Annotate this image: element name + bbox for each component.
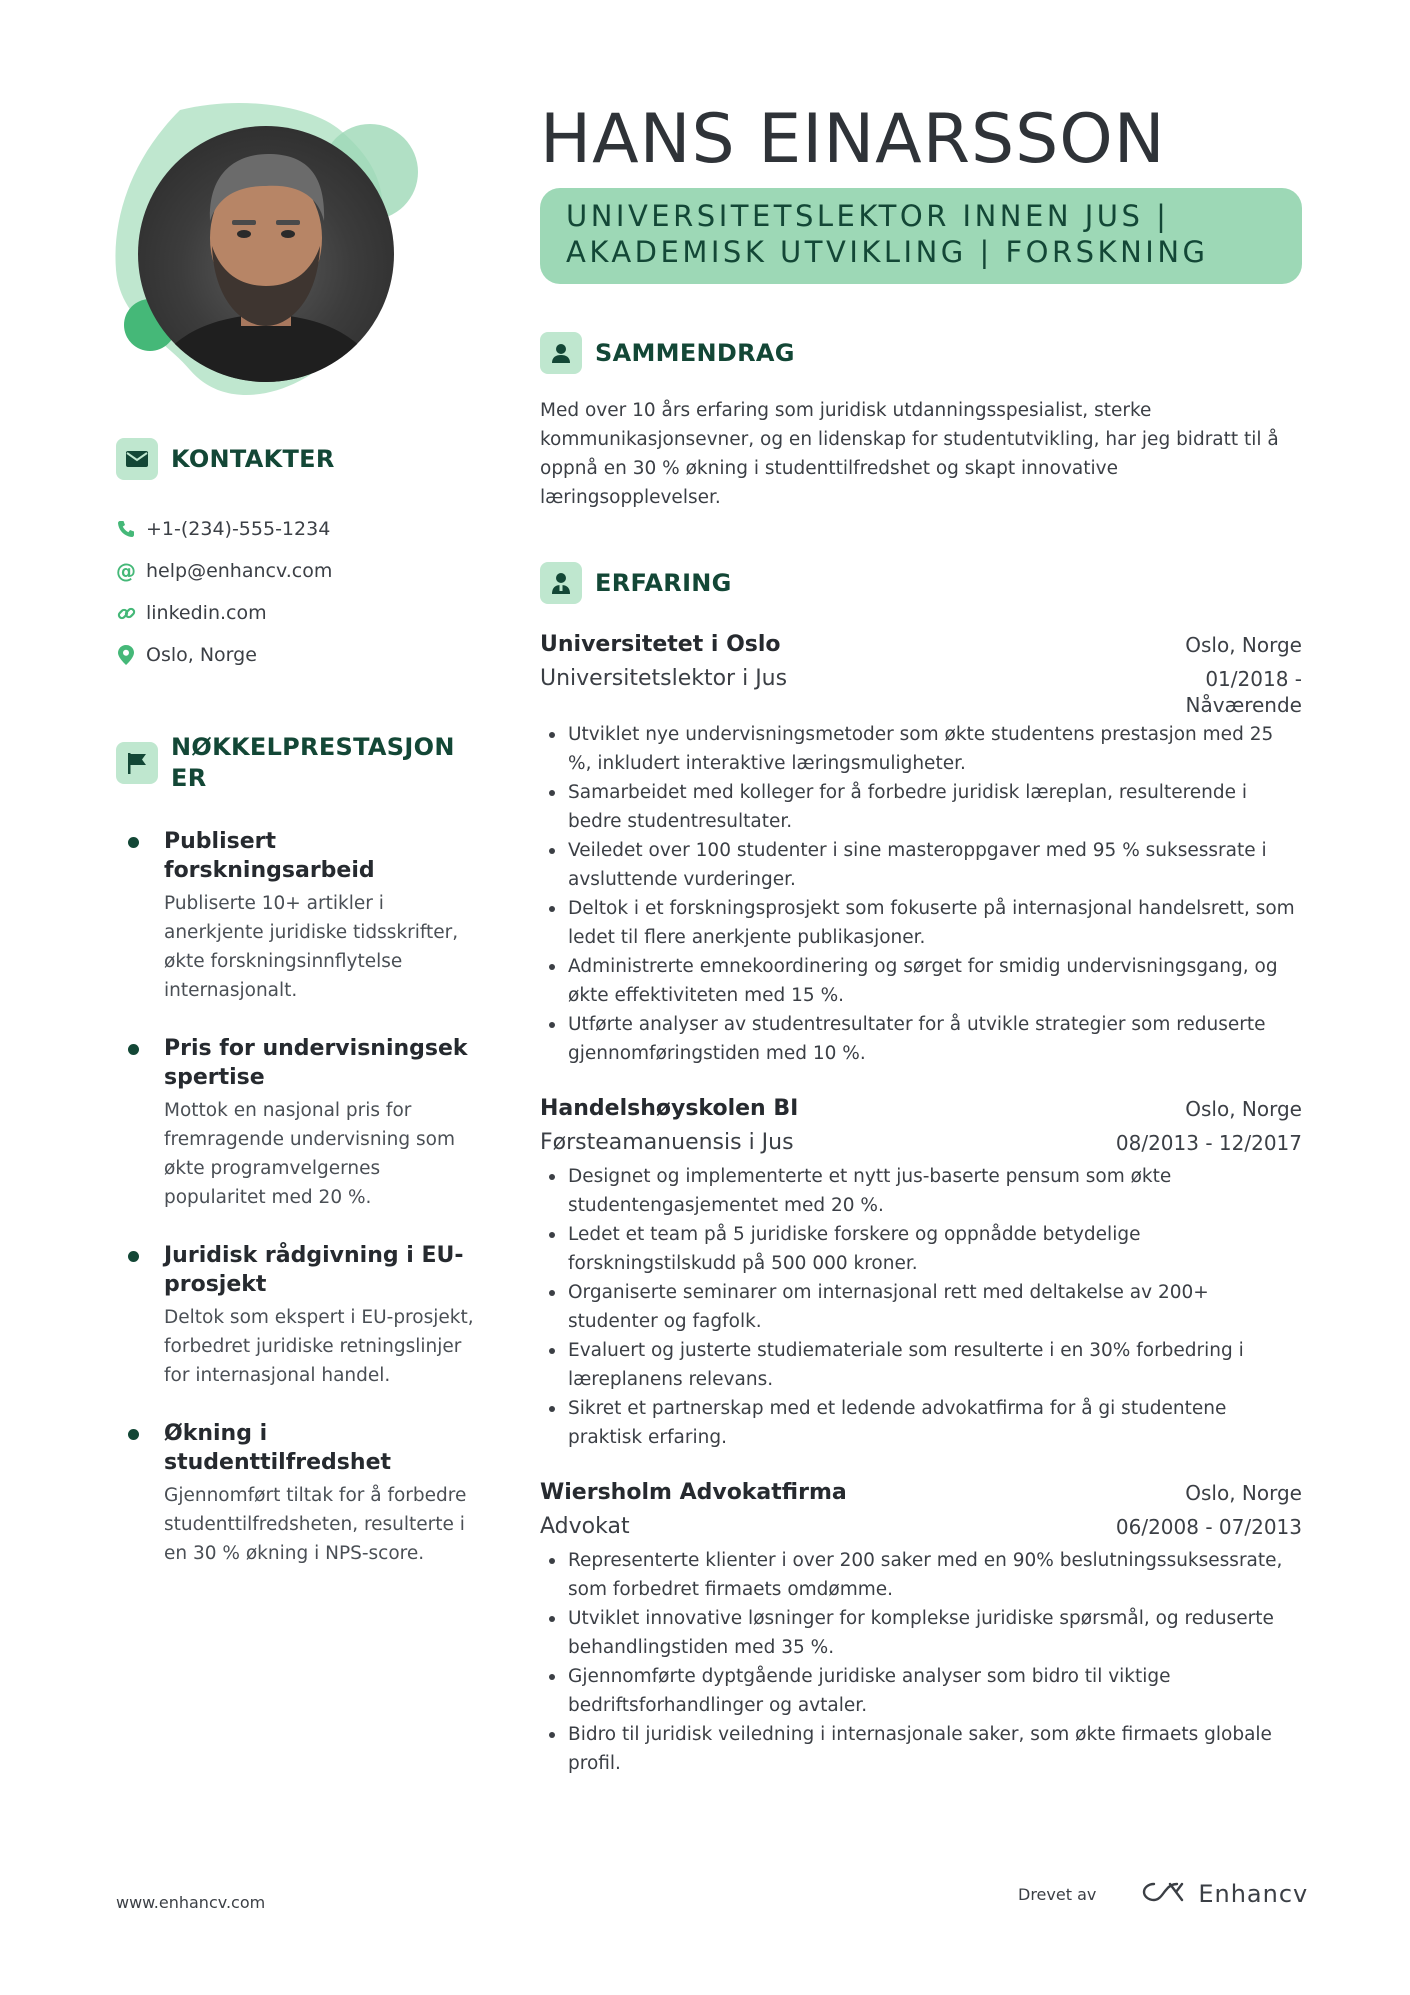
contacts-title: KONTAKTER bbox=[171, 444, 335, 473]
job-company: Handelshøyskolen BI bbox=[540, 1096, 799, 1121]
job-entry bbox=[540, 1476, 1302, 1778]
job-role: Førsteamanuensis i Jus bbox=[540, 1130, 794, 1155]
achievement-title: Publisert forskningsarbeid bbox=[164, 829, 375, 883]
summary-title: SAMMENDRAG bbox=[595, 338, 795, 367]
summary-text: Med over 10 års erfaring som juridisk utdanningsspesialist, sterke kommunikasjonsevner, og en lidenskap for studentutvikling, har jeg bidratt til å oppnå en 30 % økning i studenttilfredshet og skapt innovative læringsopplevelser. bbox=[540, 400, 1279, 508]
achievement-desc: Publiserte 10+ artikler i anerkjente juridiske tidsskrifter, økte forskningsinnflytelse internasjonalt. bbox=[164, 893, 459, 1001]
job-bullet: Bidro til juridisk veiledning i internasjonale saker, som økte firmaets globale profil. bbox=[540, 1720, 1302, 1778]
job-location: Oslo, Norge bbox=[1185, 1097, 1302, 1121]
job-bullets bbox=[540, 720, 1302, 1068]
bullet-dot bbox=[128, 837, 139, 848]
left-column bbox=[116, 438, 476, 1597]
headline-line-1: UNIVERSITETSLEKTOR INNEN JUS | bbox=[566, 199, 1170, 233]
job-bullet: Utviklet nye undervisningsmetoder som økte studentens prestasjon med 25 %, inkludert interaktive læringsmuligheter. bbox=[540, 720, 1302, 778]
contact-list bbox=[116, 508, 476, 676]
job-bullet: Veiledet over 100 studenter i sine masteroppgaver med 95 % suksessrate i avsluttende vurderinger. bbox=[540, 836, 1302, 894]
contact-location-text: Oslo, Norge bbox=[146, 644, 257, 666]
candidate-name: HANS EINARSSON bbox=[540, 100, 1166, 179]
headline-banner bbox=[540, 188, 1302, 284]
achievement-title: Juridisk rådgivning i EU-prosjekt bbox=[164, 1243, 464, 1297]
achievement-item bbox=[116, 827, 476, 1005]
contact-linkedin[interactable] bbox=[116, 592, 476, 634]
achievements-title: NØKKELPRESTASJONER bbox=[171, 733, 455, 792]
achievement-item bbox=[116, 1419, 476, 1568]
headline-line-2: AKADEMISK UTVIKLING | FORSKNING bbox=[566, 235, 1209, 269]
contact-phone[interactable] bbox=[116, 508, 476, 550]
link-icon bbox=[116, 603, 136, 623]
envelope-icon bbox=[116, 438, 158, 480]
location-pin-icon bbox=[116, 645, 136, 665]
experience-title: ERFARING bbox=[595, 568, 732, 597]
job-role: Universitetslektor i Jus bbox=[540, 666, 788, 691]
job-entry bbox=[540, 1092, 1302, 1452]
contact-email-text: help@enhancv.com bbox=[146, 560, 333, 582]
bullet-dot bbox=[128, 1044, 139, 1055]
profile-photo-area bbox=[110, 100, 430, 410]
achievement-title: Økning i studenttilfredshet bbox=[164, 1421, 392, 1475]
experience-section-header bbox=[540, 562, 1302, 604]
contact-email[interactable] bbox=[116, 550, 476, 592]
job-bullet: Sikret et partnerskap med et ledende advokatfirma for å gi studentene praktisk erfaring. bbox=[540, 1394, 1302, 1452]
job-company: Wiersholm Advokatfirma bbox=[540, 1480, 847, 1505]
at-icon: @ bbox=[116, 559, 136, 583]
job-bullet: Evaluert og justerte studiemateriale som resulterte i en 30% forbedring i læreplanens relevans. bbox=[540, 1336, 1302, 1394]
brand-name: Enhancv bbox=[1198, 1880, 1309, 1908]
job-bullet: Utviklet innovative løsninger for komplekse juridiske spørsmål, og reduserte behandlingstiden med 35 %. bbox=[540, 1604, 1302, 1662]
job-bullet: Representerte klienter i over 200 saker med en 90% beslutningssuksessrate, som forbedret firmaets omdømme. bbox=[540, 1546, 1302, 1604]
contacts-section-header bbox=[116, 438, 476, 480]
avatar bbox=[138, 126, 394, 382]
powered-by-label: Drevet av bbox=[1018, 1884, 1097, 1904]
summary-section-header bbox=[540, 332, 1302, 374]
job-bullet: Utførte analyser av studentresultater for å utvikle strategier som reduserte gjennomføringstiden med 10 %. bbox=[540, 1010, 1302, 1068]
achievement-desc: Mottok en nasjonal pris for fremragende undervisning som økte programvelgernes popularitet med 20 %. bbox=[164, 1100, 456, 1208]
user-icon bbox=[540, 332, 582, 374]
achievement-item bbox=[116, 1034, 476, 1212]
job-bullet: Deltok i et forskningsprosjekt som fokuserte på internasjonal handelsrett, som ledet til flere anerkjente publikasjoner. bbox=[540, 894, 1302, 952]
job-bullet: Organiserte seminarer om internasjonal rett med deltakelse av 200+ studenter og fagfolk. bbox=[540, 1278, 1302, 1336]
achievement-desc: Gjennomført tiltak for å forbedre studenttilfredsheten, resulterte i en 30 % økning i NPS-score. bbox=[164, 1485, 467, 1564]
job-bullets bbox=[540, 1162, 1302, 1452]
achievement-desc: Deltok som ekspert i EU-prosjekt, forbedret juridiske retningslinjer for internasjonal handel. bbox=[164, 1307, 474, 1386]
phone-icon bbox=[116, 519, 136, 539]
contact-location bbox=[116, 634, 476, 676]
bullet-dot bbox=[128, 1251, 139, 1262]
contact-phone-text: +1-(234)-555-1234 bbox=[146, 518, 331, 540]
footer-website-link[interactable]: www.enhancv.com bbox=[116, 1893, 266, 1912]
job-company: Universitetet i Oslo bbox=[540, 632, 781, 657]
job-role: Advokat bbox=[540, 1514, 630, 1539]
job-location: Oslo, Norge bbox=[1185, 633, 1302, 657]
achievement-title: Pris for undervisningsekspertise bbox=[164, 1036, 468, 1090]
achievements-section-header bbox=[116, 732, 476, 794]
job-dates: 06/2008 - 07/2013 bbox=[1115, 1515, 1302, 1539]
achievement-item bbox=[116, 1241, 476, 1390]
job-bullet: Gjennomførte dyptgående juridiske analyser som bidro til viktige bedriftsforhandlinger og avtaler. bbox=[540, 1662, 1302, 1720]
job-bullet: Administrerte emnekoordinering og sørget for smidig undervisningsgang, og økte effektiviteten med 15 %. bbox=[540, 952, 1302, 1010]
job-bullet: Samarbeidet med kolleger for å forbedre juridisk læreplan, resulterende i bedre studentresultater. bbox=[540, 778, 1302, 836]
job-dates: 08/2013 - 12/2017 bbox=[1115, 1131, 1302, 1155]
job-location: Oslo, Norge bbox=[1185, 1481, 1302, 1505]
job-bullets bbox=[540, 1546, 1302, 1778]
job-bullet: Designet og implementerte et nytt jus-baserte pensum som økte studentengasjementet med 20 %. bbox=[540, 1162, 1302, 1220]
footer-branding bbox=[1018, 1880, 1308, 1908]
bullet-dot bbox=[128, 1429, 139, 1440]
right-column bbox=[540, 332, 1302, 1778]
briefcase-user-icon bbox=[540, 562, 582, 604]
contact-linkedin-text: linkedin.com bbox=[146, 602, 267, 624]
job-entry bbox=[540, 628, 1302, 1068]
enhancv-logo-icon bbox=[1140, 1880, 1186, 1908]
flag-icon bbox=[116, 742, 158, 784]
achievements-list bbox=[116, 827, 476, 1568]
job-bullet: Ledet et team på 5 juridiske forskere og oppnådde betydelige forskningstilskudd på 500 000 kroner. bbox=[540, 1220, 1302, 1278]
job-dates: 01/2018 - Nåværende bbox=[1185, 667, 1302, 717]
